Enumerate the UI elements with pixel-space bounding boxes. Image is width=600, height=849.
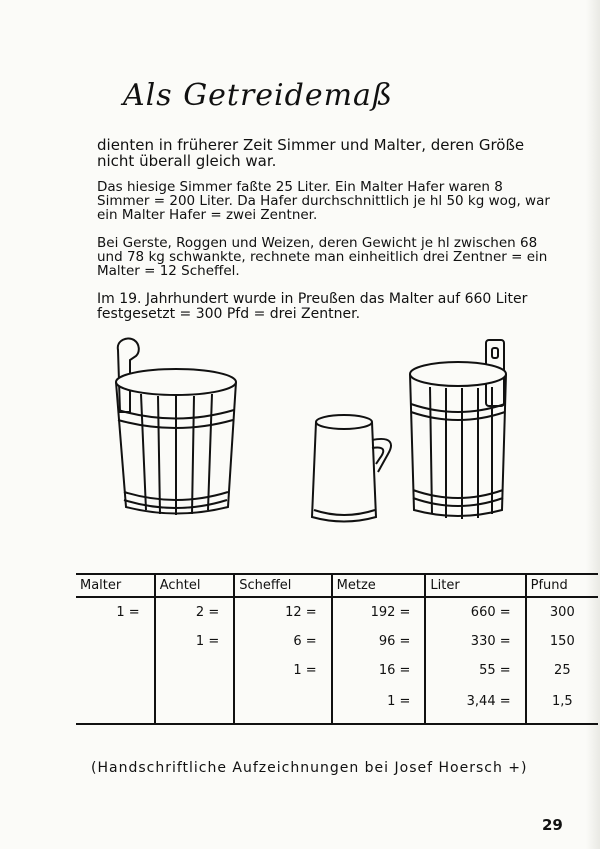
source-note: (Handschriftliche Aufzeichnungen bei Josef Hoersch +)	[91, 760, 528, 776]
table-cell	[76, 656, 155, 685]
table-cell	[234, 685, 331, 724]
table-cell: 96 =	[332, 627, 426, 656]
column-header: Pfund	[526, 574, 598, 597]
measuring-vessels-illustration	[96, 332, 526, 537]
table-cell: 25	[526, 656, 598, 685]
table-row	[76, 597, 598, 627]
page-title: Als Getreidemaß	[123, 78, 393, 113]
scheffel-bucket-drawing	[410, 340, 506, 519]
table-cell: 660 =	[425, 597, 525, 627]
table-cell: 192 =	[332, 597, 426, 627]
table-row	[76, 627, 598, 656]
table-cell: 1 =	[116, 605, 140, 620]
column-header: Achtel	[155, 574, 235, 597]
table-cell: 2 =	[155, 597, 235, 627]
table-cell: 55 =	[425, 656, 525, 685]
metze-jug-drawing	[312, 415, 391, 522]
table-row	[76, 685, 598, 724]
table-cell: 1 =	[332, 685, 426, 724]
column-header: Scheffel	[234, 574, 331, 597]
table-cell: 16 =	[332, 656, 426, 685]
paragraph-simmer: Das hiesige Simmer faßte 25 Liter. Ein Malter Hafer waren 8 Simmer = 200 Liter. Da Hafer durchschnittlich je hl 50 kg wog, war ein Malter Hafer = zwei Zentner.	[97, 179, 550, 223]
table-cell: 3,44 =	[425, 685, 525, 724]
table-cell	[155, 685, 235, 724]
table-cell: 330 =	[425, 627, 525, 656]
measures-table	[76, 573, 598, 725]
table-cell: 300	[526, 597, 598, 627]
table-cell	[76, 627, 155, 656]
table-cell: 1,5	[526, 685, 598, 724]
column-header: Malter	[76, 574, 155, 597]
table-header-row	[76, 574, 598, 597]
table-cell: 1 =	[155, 627, 235, 656]
paragraph-intro: dienten in früherer Zeit Simmer und Malter, deren Größe nicht überall gleich war.	[97, 136, 525, 170]
table-row	[76, 656, 598, 685]
column-header: Liter	[425, 574, 525, 597]
paragraph-grain: Bei Gerste, Roggen und Weizen, deren Gewicht je hl zwischen 68 und 78 kg schwankte, rechnete man einheitlich drei Zentner = ein Malter = 12 Scheffel.	[97, 235, 548, 279]
table-cell: 12 =	[234, 597, 331, 627]
table-cell	[155, 656, 235, 685]
simmer-bucket-drawing	[116, 338, 236, 515]
table-cell: 1 =	[234, 656, 331, 685]
paragraph-prussia: Im 19. Jahrhundert wurde in Preußen das Malter auf 660 Liter festgesetzt = 300 Pfd = drei Zentner.	[97, 291, 528, 322]
table-cell	[76, 685, 155, 724]
column-header: Metze	[332, 574, 426, 597]
page-number: 29	[542, 816, 563, 834]
table-cell: 6 =	[234, 627, 331, 656]
table-cell: 150	[526, 627, 598, 656]
